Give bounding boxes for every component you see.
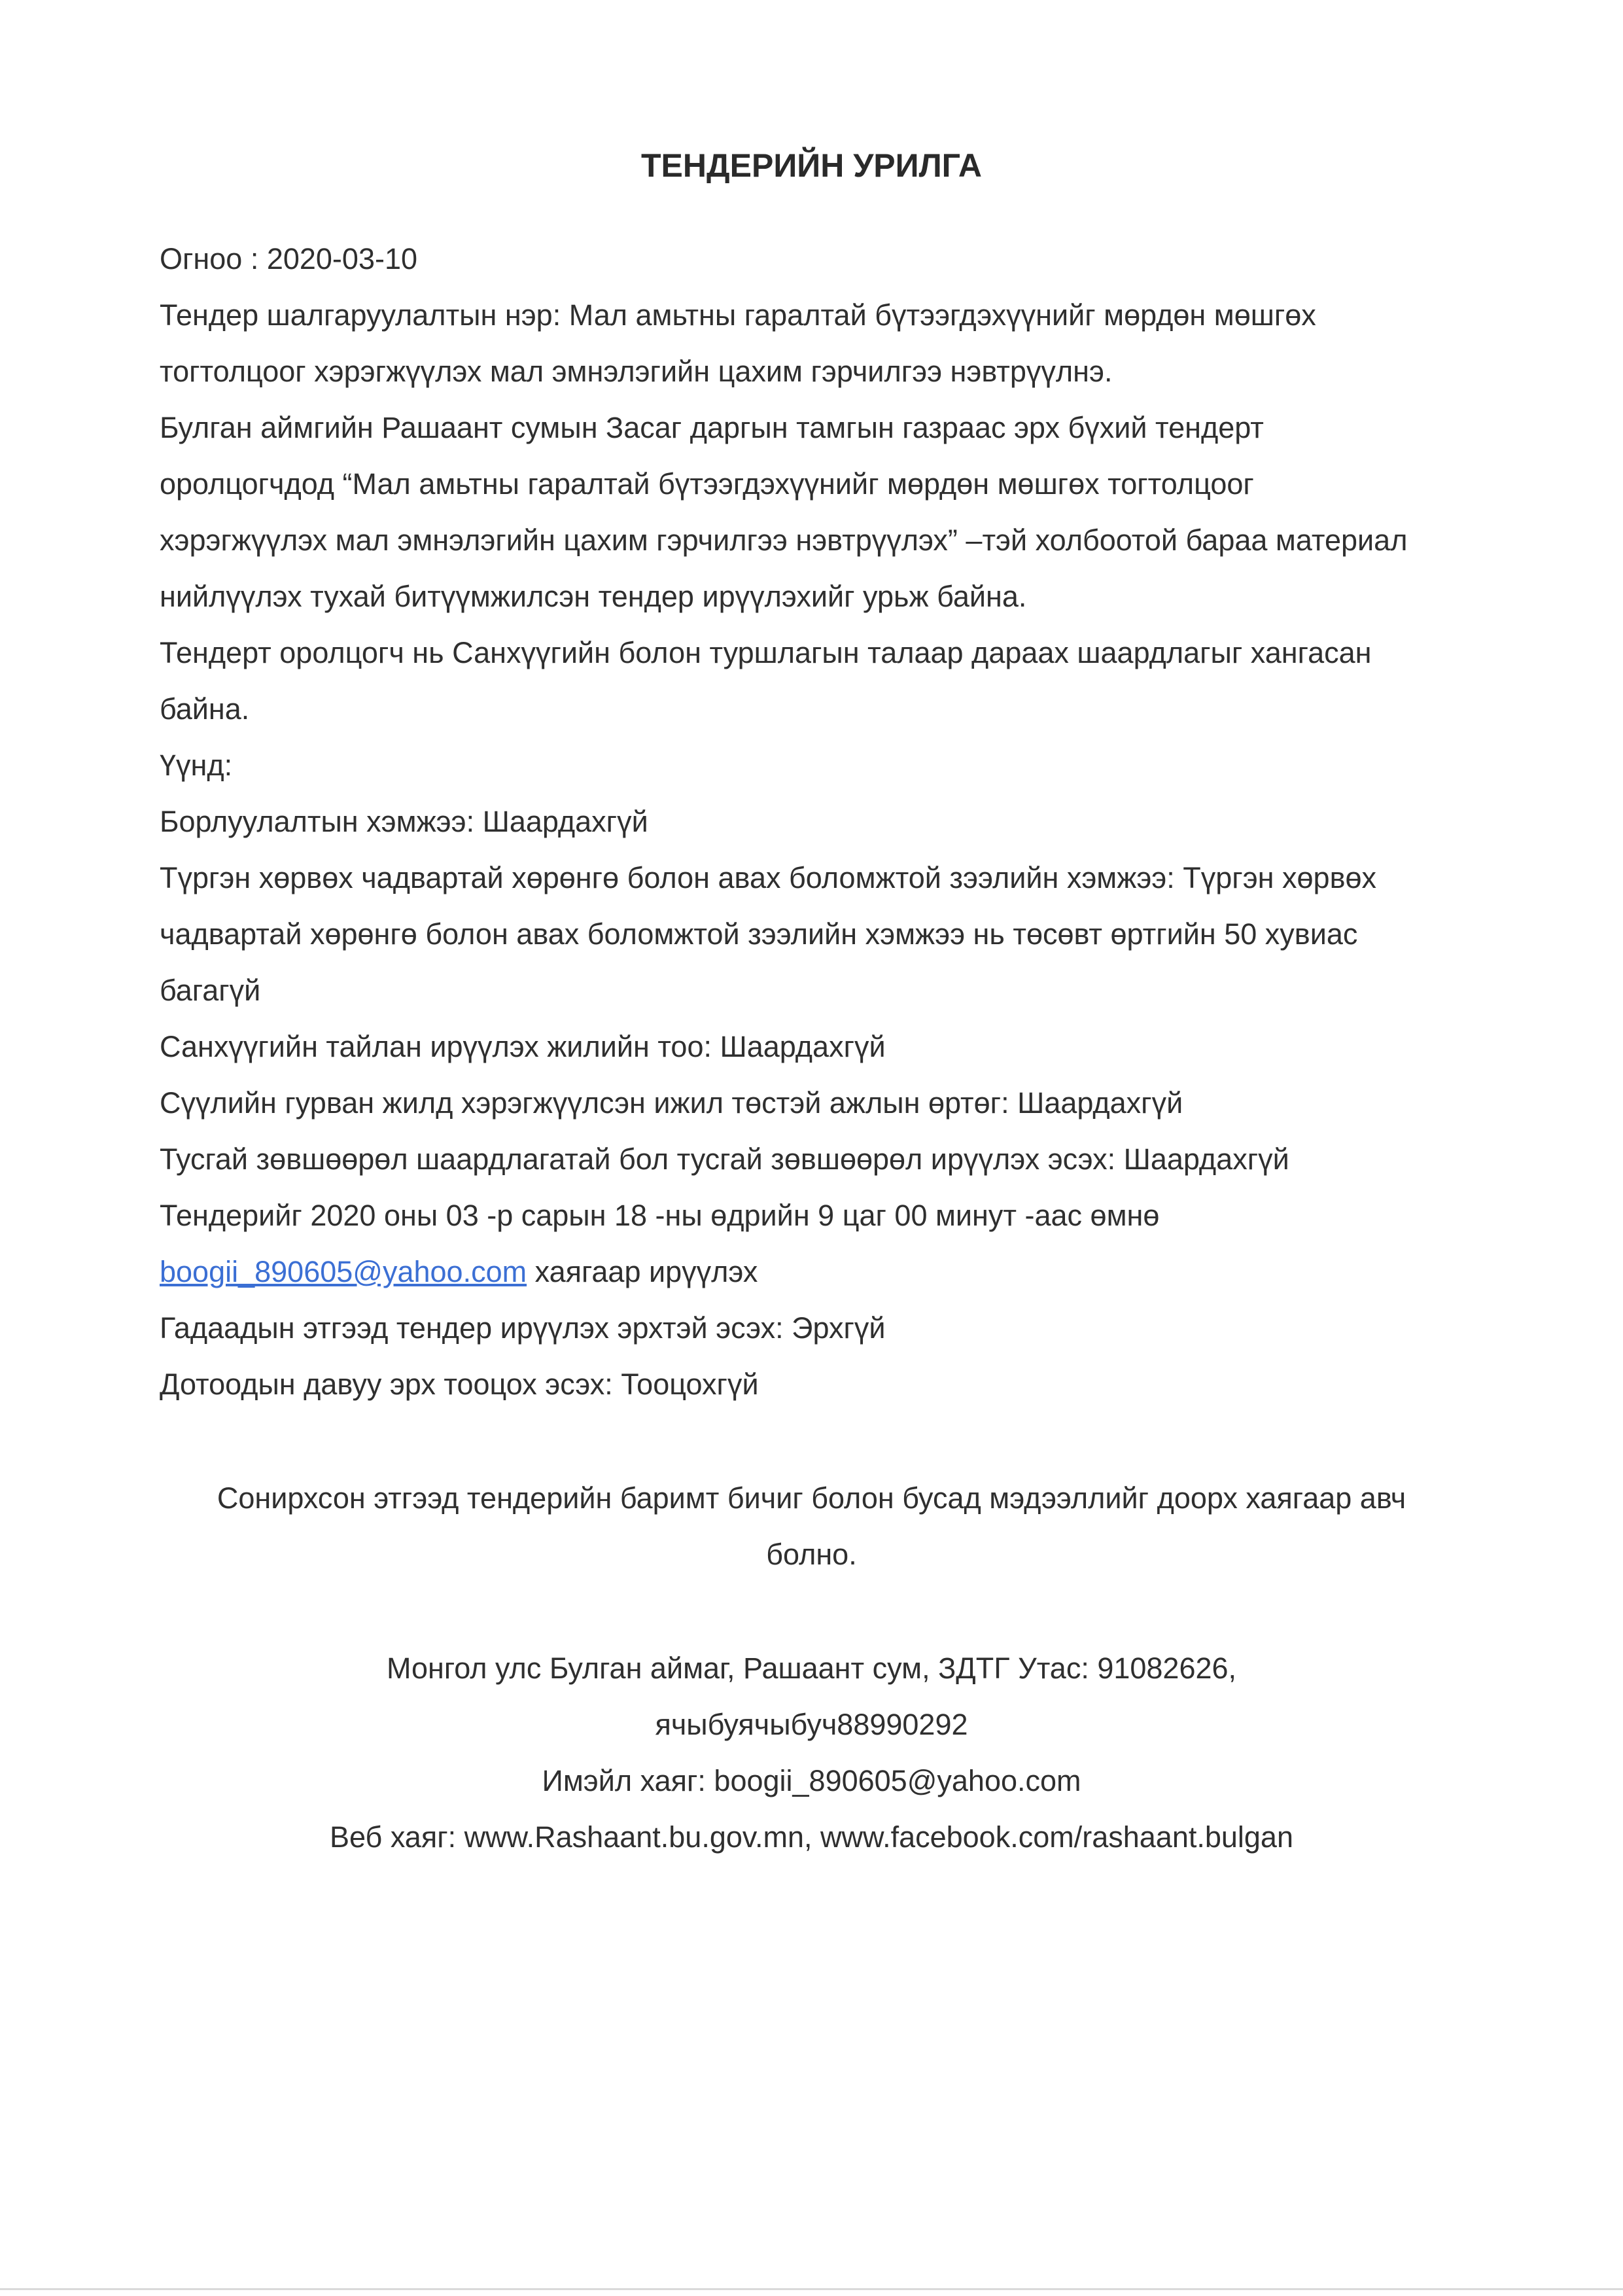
similar-work-requirement: Сүүлийн гурван жилд хэрэгжүүлсэн ижил төстэй ажлын өртөг: Шаардахгүй (160, 1086, 1183, 1120)
contact-web-line: Веб хаяг: www.Rashaant.bu.gov.mn, www.facebook.com/rashaant.bulgan (330, 1820, 1293, 1854)
date-line: Огноо : 2020-03-10 (160, 242, 418, 275)
invitation-line-3: хэрэгжүүлэх мал эмнэлэгийн цахим гэрчилгээ нэвтрүүлэх” –тэй холбоотой бараа материал (160, 523, 1408, 557)
interest-note-line-1: Сонирхсон этгээд тендерийн баримт бичиг болон бусад мэдээллийг доорх хаягаар авч (217, 1481, 1406, 1515)
financial-report-years-requirement: Санхүүгийн тайлан ирүүлэх жилийн тоо: Шаардахгүй (160, 1030, 886, 1063)
document-title: ТЕНДЕРИЙН УРИЛГА (641, 147, 982, 184)
liquid-assets-requirement-line-2: чадвартай хөрөнгө болон авах боломжтой зээлийн хэмжээ нь төсөвт өртгийн 50 хувиас (160, 917, 1358, 951)
foreign-entity-eligibility: Гадаадын этгээд тендер ирүүлэх эрхтэй эсэх: Эрхгүй (160, 1311, 886, 1345)
namely-label: Үүнд: (160, 749, 233, 782)
invitation-line-4: нийлүүлэх тухай битүүмжилсэн тендер ирүүлэхийг урьж байна. (160, 580, 1027, 613)
tender-name-line-2: тогтолцоог хэрэгжүүлэх мал эмнэлэгийн цахим гэрчилгээ нэвтрүүлнэ. (160, 355, 1113, 388)
submission-email-line (160, 1252, 758, 1292)
deadline-line: Тендерийг 2020 оны 03 -р сарын 18 -ны өдрийн 9 цаг 00 минут -аас өмнө (160, 1199, 1160, 1232)
invitation-line-2: оролцогчдод “Мал амьтны гаралтай бүтээгдэхүүнийг мөрдөн мөшгөх тогтолцоог (160, 467, 1254, 501)
submission-email-suffix: хаягаар ирүүлэх (527, 1255, 758, 1288)
page-bottom-edge (0, 2288, 1623, 2290)
special-license-requirement: Тусгай зөвшөөрөл шаардлагатай бол тусгай зөвшөөрөл ирүүлэх эсэх: Шаардахгүй (160, 1142, 1289, 1176)
invitation-line-1: Булган аймгийн Рашаант сумын Засаг даргын тамгын газраас эрх бүхий тендерт (160, 411, 1264, 444)
submission-email-link[interactable]: boogii_890605@yahoo.com (160, 1255, 527, 1288)
contact-email-line: Имэйл хаяг: boogii_890605@yahoo.com (542, 1764, 1081, 1797)
contact-address-line: Монгол улс Булган аймаг, Рашаант сум, ЗДТГ Утас: 91082626, (386, 1651, 1237, 1685)
sales-volume-requirement: Борлуулалтын хэмжээ: Шаардахгүй (160, 805, 648, 838)
requirements-intro-line-1: Тендерт оролцогч нь Санхүүгийн болон туршлагын талаар дараах шаардлагыг хангасан (160, 636, 1372, 669)
interest-note-line-2: болно. (766, 1538, 857, 1571)
tender-name-line-1: Тендер шалгаруулалтын нэр: Мал амьтны гаралтай бүтээгдэхүүнийг мөрдөн мөшгөх (160, 298, 1316, 332)
liquid-assets-requirement-line-1: Түргэн хөрвөх чадвартай хөрөнгө болон авах боломжтой зээлийн хэмжээ: Түргэн хөрвөх (160, 861, 1377, 894)
requirements-intro-line-2: байна. (160, 692, 250, 726)
domestic-preference: Дотоодын давуу эрх тооцох эсэх: Тооцохгүй (160, 1368, 759, 1401)
contact-phone-line: ячыбуячыбуч88990292 (655, 1708, 968, 1741)
liquid-assets-requirement-line-3: багагүй (160, 974, 261, 1007)
